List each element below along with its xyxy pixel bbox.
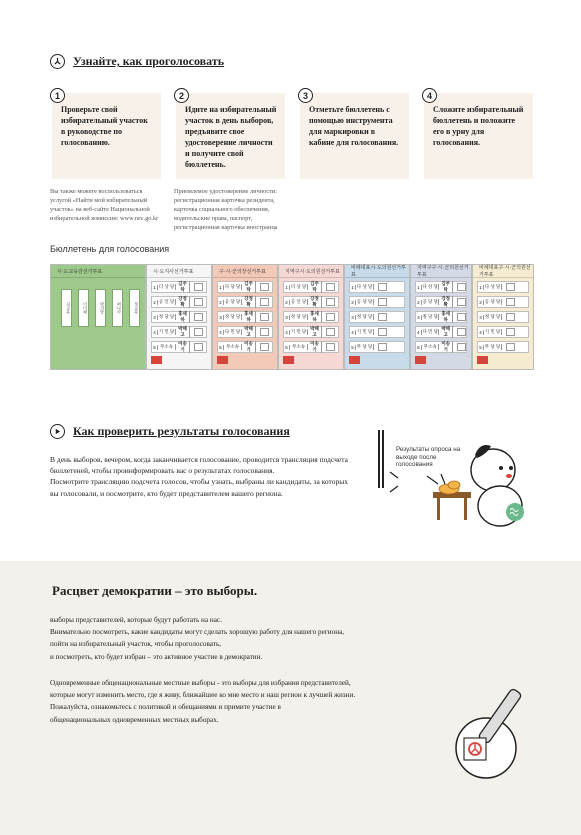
polling-station-note: Вы также можете воспользоваться услугой «Найти мой избирательный участок» на веб-сайте Национальной избирательной комиссии: www.nec.go.kr	[50, 188, 159, 222]
row-party: 공 당 당	[484, 299, 501, 304]
text-line: выборы представителей, которые будут работать на нас.	[50, 616, 222, 624]
row-candidate: 홍세하	[439, 311, 453, 323]
row-num: 4	[284, 330, 290, 335]
text-line: которые могут изменить место, где я живу, ближайшее ко мне место и наш регион к лучшей жизни.	[50, 691, 356, 700]
row-party: 무 당 당	[484, 344, 501, 349]
step-card	[300, 93, 409, 179]
row-candidate: 이송기	[439, 341, 453, 353]
step-number: 1	[50, 88, 65, 103]
ballot-row	[477, 311, 529, 323]
row-num: 5	[218, 345, 224, 350]
ballot-header: 지역구구·시·군의원선거투표	[411, 265, 471, 278]
row-candidate: 이송기	[242, 341, 256, 353]
ballot-row	[283, 326, 339, 338]
text-line: Внимательно посмотреть, какие кандидаты могут сделать хорошую работу для нашего региона,	[50, 628, 345, 637]
candidate-column: 최나라	[112, 289, 123, 327]
row-party: 정 당 당	[356, 314, 373, 319]
step-card	[176, 93, 285, 179]
row-party: 더 상 당	[158, 284, 175, 289]
results-paragraph-2: Посмотрите трансляцию подсчета голосов, чтобы узнать, выбраны ли кандидаты, за которых вы голосовали, и посмотрите, кто будет представителем вашего региона.	[50, 477, 349, 498]
row-party: 정 당 당	[484, 314, 501, 319]
row-party: 공 인 당	[158, 299, 175, 304]
row-party: 다 상 당	[422, 284, 438, 289]
row-party: 다 민 당	[224, 329, 241, 334]
ballot-row	[217, 296, 273, 308]
row-num: 1	[218, 285, 224, 290]
row-candidate: 박해고	[176, 326, 190, 338]
vote-section-title: Узнайте, как проголосовать	[73, 54, 225, 68]
ballot-row	[151, 281, 207, 293]
row-party: 무소속	[422, 344, 440, 350]
row-num: 4	[152, 330, 158, 335]
vote-check-icon	[50, 54, 65, 69]
stamp-mark	[151, 356, 162, 364]
ballot-illustrations	[50, 264, 534, 370]
ballot-row	[283, 341, 339, 353]
row-party: 기 민 당	[356, 329, 373, 334]
candidate-column: 이미래	[78, 289, 89, 327]
step-number: 2	[174, 88, 189, 103]
ballot-row	[415, 311, 467, 323]
row-candidate: 이송기	[308, 341, 322, 353]
stamp-mark	[217, 356, 228, 364]
text-line: общенациональных одновременных местных выборах.	[50, 715, 219, 724]
row-candidate: 김주탁	[242, 281, 256, 293]
ballot-header: 지역구시·도의원선거투표	[279, 265, 343, 278]
ballot-row	[415, 341, 467, 353]
ballot-row	[415, 281, 467, 293]
row-candidate: 강정확	[242, 296, 256, 308]
row-num: 5	[152, 345, 158, 350]
ballot-header: 구·시·군의장선거투표	[213, 265, 277, 278]
democracy-title: Расцвет демократии – это выборы.	[52, 583, 258, 598]
text-line: Одновременные общенациональные местные выборы - это выборы для избрания представителей,	[50, 679, 351, 687]
ballot-row	[217, 341, 273, 353]
row-num: 2	[350, 300, 356, 305]
ballot-mayor	[212, 264, 278, 370]
row-candidate: 박해고	[439, 326, 453, 338]
row-party: 무소속	[224, 344, 242, 350]
row-num: 4	[478, 330, 484, 335]
row-party: 공 인 당	[290, 299, 307, 304]
row-num: 2	[416, 300, 422, 305]
row-num: 1	[350, 285, 356, 290]
row-candidate: 김주탁	[176, 281, 190, 293]
row-num: 1	[478, 285, 484, 290]
exit-poll-label: Результаты опроса на выходе после голосования	[396, 446, 461, 468]
ballot-row	[477, 296, 529, 308]
text-line: и посмотреть, кто будет избран – это активное участие в демократии.	[50, 652, 263, 661]
ballot-proportional-local	[472, 264, 534, 370]
step-text: Идите на избирательный участок в день выборов, предъявите свое удостоверение личности и получите свой бюллетень.	[185, 105, 277, 169]
ballot-row	[217, 326, 273, 338]
row-party: 다 상 당	[484, 284, 501, 289]
ballot-row	[151, 296, 207, 308]
step-number: 4	[422, 88, 437, 103]
row-num: 5	[350, 345, 356, 350]
ballot-proportional-provincial	[344, 264, 410, 370]
row-candidate: 강정확	[176, 296, 190, 308]
democracy-paragraph-2	[50, 677, 470, 726]
row-party: 더 상 당	[290, 284, 307, 289]
step-text: Проверьте свой избирательный участок в руководстве по голосованию.	[61, 105, 148, 147]
step-card	[52, 93, 161, 179]
ballot-row	[283, 281, 339, 293]
row-candidate: 홍세하	[176, 311, 190, 323]
row-num: 2	[152, 300, 158, 305]
row-party: 다 민 당	[422, 329, 438, 334]
row-party: 무소속	[290, 344, 308, 350]
row-candidate: 이송기	[176, 341, 190, 353]
ballot-header: 시·도교육감선거투표	[51, 265, 145, 278]
row-num: 1	[152, 285, 158, 290]
results-section-title: Как проверить результаты голосования	[73, 424, 290, 438]
row-num: 3	[416, 315, 422, 320]
row-num: 3	[218, 315, 224, 320]
candidate-column: 김교육	[61, 289, 72, 327]
row-num: 4	[218, 330, 224, 335]
row-num: 1	[284, 285, 290, 290]
row-num: 2	[218, 300, 224, 305]
democracy-paragraph-1	[50, 614, 450, 663]
ballot-row	[349, 281, 405, 293]
row-party: 정 당 당	[290, 314, 307, 319]
ballot-provincial-council	[278, 264, 344, 370]
ballot-local-council	[410, 264, 472, 370]
row-party: 다 상 당	[356, 284, 373, 289]
ballot-row	[415, 296, 467, 308]
row-party: 정 당 당	[422, 314, 438, 319]
text-line: пойти на избирательный участок, чтобы проголосовать,	[50, 640, 222, 649]
ballot-header: 시·도지사선거투표	[147, 265, 211, 278]
ballot-row	[477, 281, 529, 293]
ballot-row	[349, 311, 405, 323]
ballot-row	[217, 311, 273, 323]
row-party: 공 당 당	[356, 299, 373, 304]
row-num: 4	[350, 330, 356, 335]
ballot-row	[283, 311, 339, 323]
ballot-row	[349, 326, 405, 338]
results-description	[50, 454, 350, 499]
row-num: 5	[284, 345, 290, 350]
step-card	[424, 93, 533, 179]
row-candidate: 박해고	[308, 326, 322, 338]
mascot-illustration	[425, 440, 540, 532]
ballot-row	[477, 326, 529, 338]
ballot-superintendent	[50, 264, 146, 370]
row-party: 기 민 당	[484, 329, 501, 334]
row-num: 3	[478, 315, 484, 320]
row-num: 3	[152, 315, 158, 320]
row-candidate: 강정확	[308, 296, 322, 308]
play-icon	[50, 424, 65, 439]
stamp-mark	[349, 356, 360, 364]
stamp-mark	[283, 356, 294, 364]
candidate-column: 정교육	[129, 289, 140, 327]
ballot-header: 비례대표구·시·군의원선거투표	[473, 265, 533, 278]
vote-section-heading	[50, 54, 224, 69]
row-candidate: 강정확	[439, 296, 453, 308]
row-party: 다 당 당	[224, 284, 241, 289]
row-party: 정 당 당	[158, 314, 175, 319]
row-num: 5	[478, 345, 484, 350]
ballot-row	[349, 296, 405, 308]
row-party: 무 당 당	[356, 344, 373, 349]
ballot-row	[151, 326, 207, 338]
row-candidate: 김주탁	[308, 281, 322, 293]
row-num: 5	[416, 345, 422, 350]
row-num: 1	[416, 285, 422, 290]
row-party: 무소속	[158, 344, 176, 350]
candidate-column: 박희망	[95, 289, 106, 327]
stamp-mark	[415, 356, 426, 364]
ballot-row	[151, 341, 207, 353]
step-text: Сложите избирательный бюллетень и положите его в урну для голосования.	[433, 105, 524, 147]
results-section-heading	[50, 424, 290, 439]
row-candidate: 김주탁	[439, 281, 453, 293]
step-number: 3	[298, 88, 313, 103]
row-candidate: 박해고	[242, 326, 256, 338]
ballot-governor	[146, 264, 212, 370]
row-num: 3	[350, 315, 356, 320]
ballot-row	[349, 341, 405, 353]
row-num: 2	[478, 300, 484, 305]
row-num: 2	[284, 300, 290, 305]
row-party: 기 민 당	[158, 329, 175, 334]
step-text: Отметьте бюллетень с помощью инструмента для маркировки в кабине для голосования.	[309, 105, 399, 147]
row-party: 정 당 당	[224, 314, 241, 319]
ballot-row	[151, 311, 207, 323]
tv-frame-icon	[378, 430, 384, 488]
results-paragraph-1: В день выборов, вечером, когда заканчивается голосование, проводится трансляция подсчета бюллетеней, чтобы проинформировать вас о результатах голосования.	[50, 455, 348, 476]
text-line: Пожалуйста, ознакомьтесь с политикой и обещаниями и примите участие в	[50, 703, 281, 712]
row-num: 3	[284, 315, 290, 320]
ballot-row	[217, 281, 273, 293]
row-party: 기 민 당	[290, 329, 307, 334]
row-candidate: 홍세하	[242, 311, 256, 323]
ballot-row	[477, 341, 529, 353]
tv-ray-icon	[388, 470, 402, 494]
ballot-label: Бюллетень для голосования	[50, 244, 170, 254]
stamp-mark	[477, 356, 488, 364]
ballot-row	[283, 296, 339, 308]
id-note: Приемлемое удостоверение личности: регистрационная карточка резидента, карточка социального обеспечения, водительские права, паспорт, регистрационная карточка иностранца	[174, 188, 278, 231]
ballot-row	[415, 326, 467, 338]
ballot-header: 비례대표시·도의원선거투표	[345, 265, 409, 278]
row-candidate: 홍세하	[308, 311, 322, 323]
row-party: 공 당 당	[422, 299, 438, 304]
stamp-tool-illustration	[436, 680, 546, 780]
row-num: 4	[416, 330, 422, 335]
row-party: 공 당 당	[224, 299, 241, 304]
